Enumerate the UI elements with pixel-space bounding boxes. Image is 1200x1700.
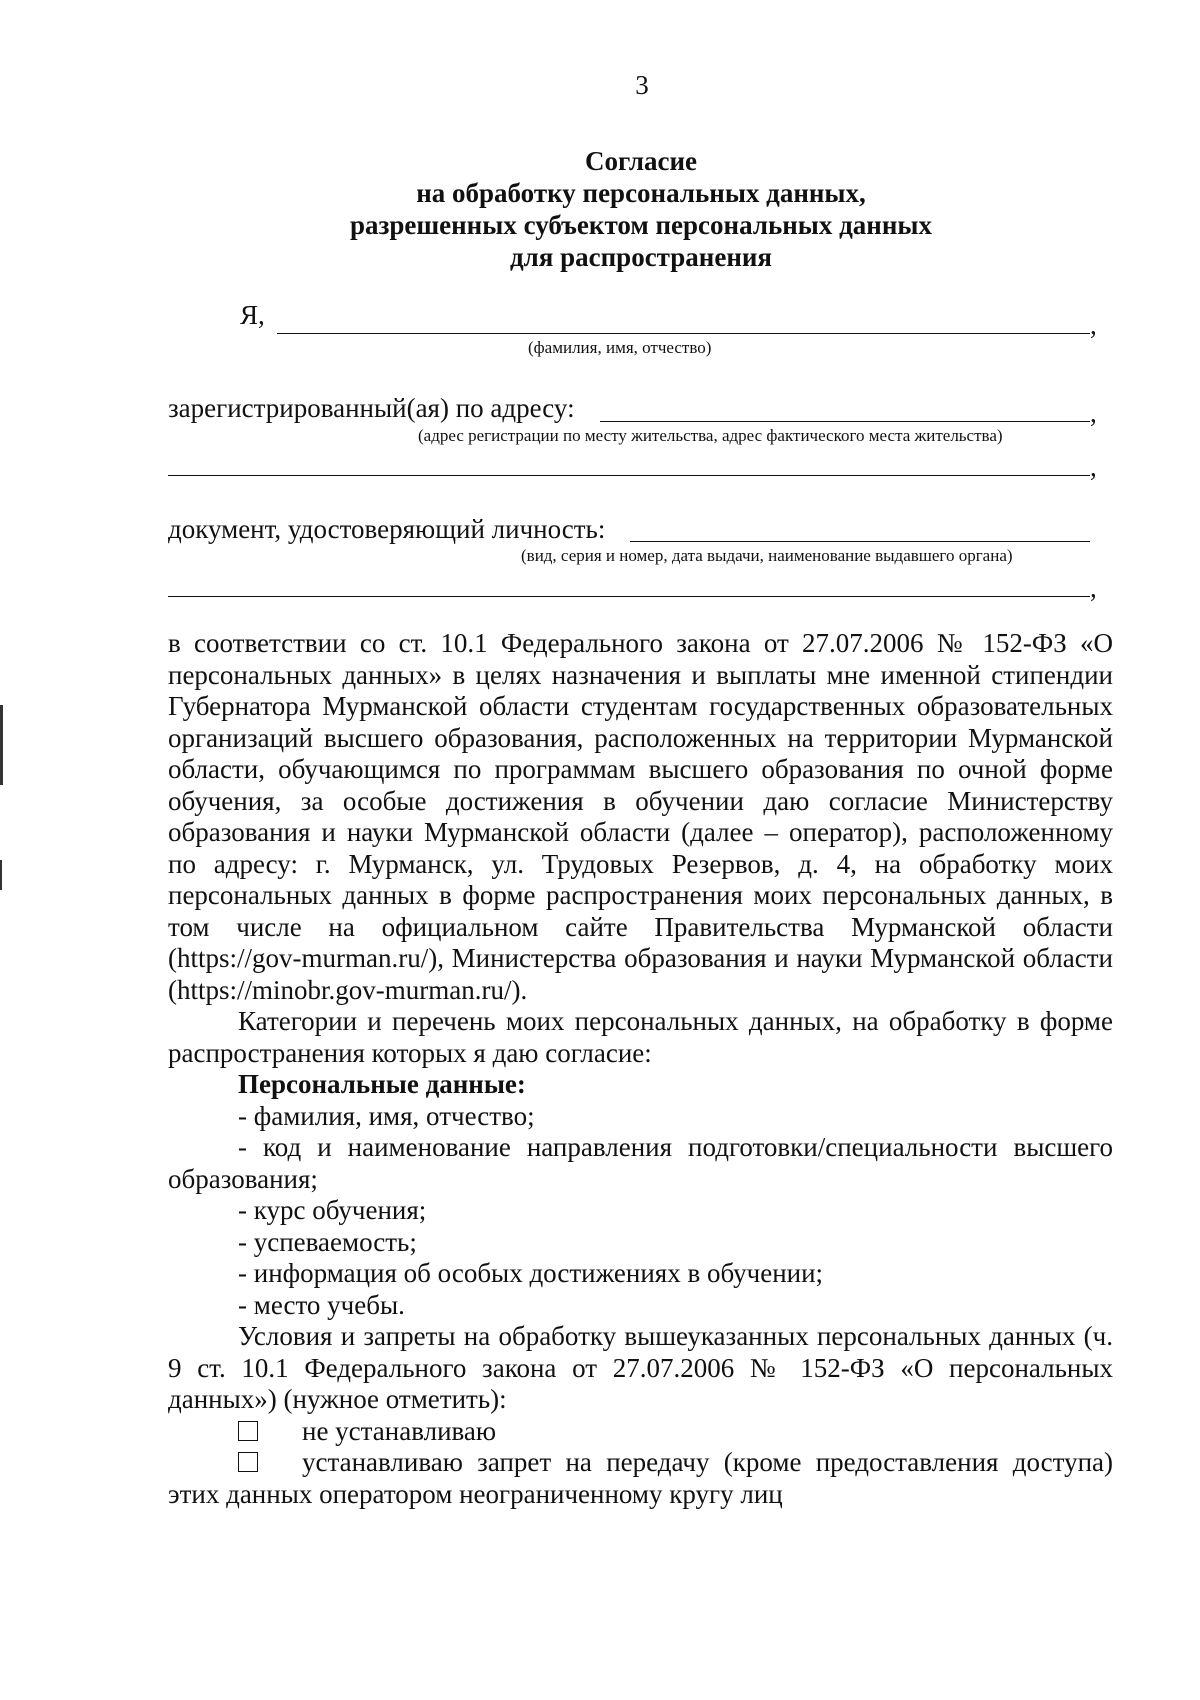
address-field-line-2[interactable] — [168, 475, 1090, 476]
title-line-4: для распространения — [509, 242, 773, 272]
document-label: документ, удостоверяющий личность: — [168, 514, 606, 544]
list-item: - успеваемость; — [238, 1226, 417, 1257]
option-checkbox-1[interactable] — [238, 1421, 258, 1441]
address-comma-1: , — [1090, 398, 1097, 428]
categories-paragraph: Категории и перечень моих персональных данных, на обработку в форме распространения которых я даю согласие: — [168, 1006, 1113, 1068]
scan-edge-mark — [0, 705, 3, 785]
option-row-2 — [168, 1447, 1113, 1510]
consent-body — [168, 628, 1113, 1510]
title-line-3: разрешенных субъектом персональных данных — [349, 210, 932, 240]
list-item: - информация об особых достижениях в обучении; — [238, 1258, 824, 1288]
scan-edge-mark — [0, 860, 2, 890]
name-comma: , — [1090, 310, 1097, 340]
page-number: 3 — [635, 70, 649, 100]
consent-paragraph: в соответствии со ст. 10.1 Федерального закона от 27.07.2006 № 152-ФЗ «О персональных данных» в целях назначения и выплаты мне именной стипендии Губернатора Мурманской области студентам государственных образовательных организаций высшего образования, расположенных на территории Мурманской области, обучающимся по программам высшего образования по очной форме обучения, за особые достижения в обучении даю согласие Министерству образования и науки Мурманской области (далее – оператор), расположенному по адресу: г. Мурманск, ул. Трудовых Резервов, д. 4, на обработку моих персональных данных в форме распространения моих персональных данных, в том числе на официальном сайте Правительства Мурманской области (https://gov-murman.ru/), Министерства образования и науки Мурманской области (https://minobr.gov-murman.ru/). — [168, 628, 1113, 1005]
address-field-line-1[interactable] — [600, 421, 1090, 422]
name-field-line[interactable] — [277, 333, 1090, 334]
conditions-paragraph: Условия и запреты на обработку вышеуказанных персональных данных (ч. 9 ст. 10.1 Федерального закона от 27.07.2006 № 152-ФЗ «О персональных данных») (нужное отметить): — [168, 1321, 1113, 1414]
document-comma: , — [1090, 573, 1097, 603]
address-label: зарегистрированный(ая) по адресу: — [168, 393, 575, 423]
address-comma-2: , — [1090, 452, 1097, 482]
option-label-1: не устанавливаю — [302, 1415, 497, 1446]
document-field-line-1[interactable] — [630, 541, 1090, 542]
document-field-line-2[interactable] — [168, 596, 1090, 597]
option-row-1 — [168, 1416, 1113, 1448]
name-hint: (фамилия, имя, отчество) — [528, 338, 712, 357]
title-line-2: на обработку персональных данных, — [416, 178, 866, 208]
address-hint: (адрес регистрации по месту жительства, адрес фактического места жительства) — [418, 426, 1003, 445]
list-item: - место учебы. — [238, 1289, 405, 1320]
title-line-1: Согласие — [584, 146, 698, 176]
document-title — [150, 145, 1132, 273]
document-hint: (вид, серия и номер, дата выдачи, наименование выдавшего органа) — [521, 546, 1013, 565]
personal-data-heading: Персональные данные: — [238, 1069, 526, 1099]
option-checkbox-2[interactable] — [238, 1452, 258, 1472]
list-item: - код и наименование направления подготовки/специальности высшего образования; — [168, 1132, 1113, 1194]
list-item: - курс обучения; — [238, 1195, 427, 1225]
option-label-2: устанавливаю запрет на передачу (кроме предоставления доступа) этих данных оператором неограниченному кругу лиц — [168, 1447, 1113, 1509]
name-prefix: Я, — [240, 300, 265, 330]
list-item: - фамилия, имя, отчество; — [238, 1100, 535, 1131]
